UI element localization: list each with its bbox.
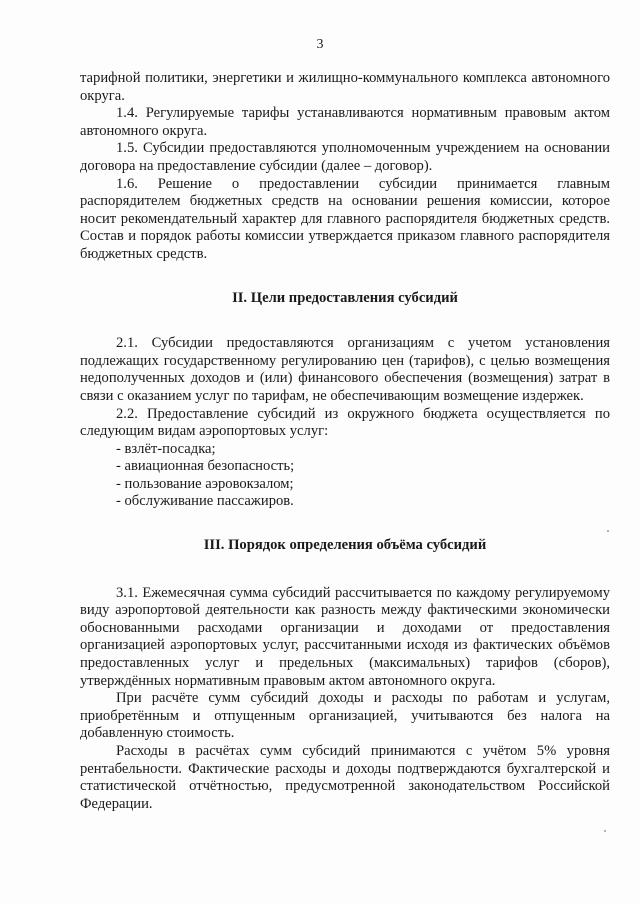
list-item: - авиационная безопасность; (116, 458, 295, 475)
paragraph-1-5: 1.5. Субсидии предоставляются уполномоченным учреждением на основании договора на предоставление субсидии (далее – договор). (80, 140, 610, 174)
scan-speck (604, 830, 606, 832)
paragraph-3-1-vat: При расчёте сумм субсидий доходы и расходы по работам и услугам, приобретённым и отпущенным организацией, учитываются без налога на добавленную стоимость. (80, 690, 610, 742)
scan-speck (607, 530, 609, 532)
paragraph-continuation: тарифной политики, энергетики и жилищно-коммунального комплекса автономного округа. (80, 70, 610, 104)
page-number: 3 (316, 37, 324, 52)
services-list (80, 441, 610, 511)
paragraph-3-1-profitability: Расходы в расчётах сумм субсидий принимаются с учётом 5% уровня рентабельности. Фактические расходы и доходы подтверждаются бухгалтерской и статистической отчётностью, предусмотренной законодательством Российской Федерации. (80, 743, 610, 812)
list-item: - пользование аэровокзалом; (116, 475, 294, 492)
paragraph-2-2: 2.2. Предоставление субсидий из окружного бюджета осуществляется по следующим видам аэропортовых услуг: (80, 405, 610, 440)
paragraph-2-1: 2.1. Субсидии предоставляются организациям с учетом установления подлежащих государственному регулированию цен (тарифов), с целью возмещения недополученных доходов и (или) финансового обеспечения (возмещения) затрат в связи с оказанием услуг по тарифам, не обеспечивающим возмещение издержек. (80, 335, 610, 404)
list-item: - взлёт-посадка; (116, 440, 216, 457)
document-body (80, 70, 610, 813)
paragraph-1-6: 1.6. Решение о предоставлении субсидии принимается главным распорядителем бюджетных средств на основании решения комиссии, которое носит рекомендательный характер для главного распорядителя бюджетных средств. Состав и порядок работы комиссии утверждается приказом главного распорядителя бюджетных средств. (80, 175, 610, 262)
paragraph-1-4: 1.4. Регулируемые тарифы устанавливаются нормативным правовым актом автономного округа. (80, 105, 610, 139)
section-2-heading: II. Цели предоставления субсидий (232, 289, 458, 306)
list-item: - обслуживание пассажиров. (116, 493, 294, 510)
section-3-heading: III. Порядок определения объёма субсидий (203, 537, 487, 554)
paragraph-3-1: 3.1. Ежемесячная сумма субсидий рассчитывается по каждому регулируемому виду аэропортовой деятельности как разность между фактическими экономически обоснованными расходами организации и доходами от предоставления организацией аэропортовых услуг, рассчитанными исходя из фактических объёмов предоставленных услуг и предельных (максимальных) тарифов (сборов), утверждённых нормативным правовым актом автономного округа. (80, 584, 610, 689)
